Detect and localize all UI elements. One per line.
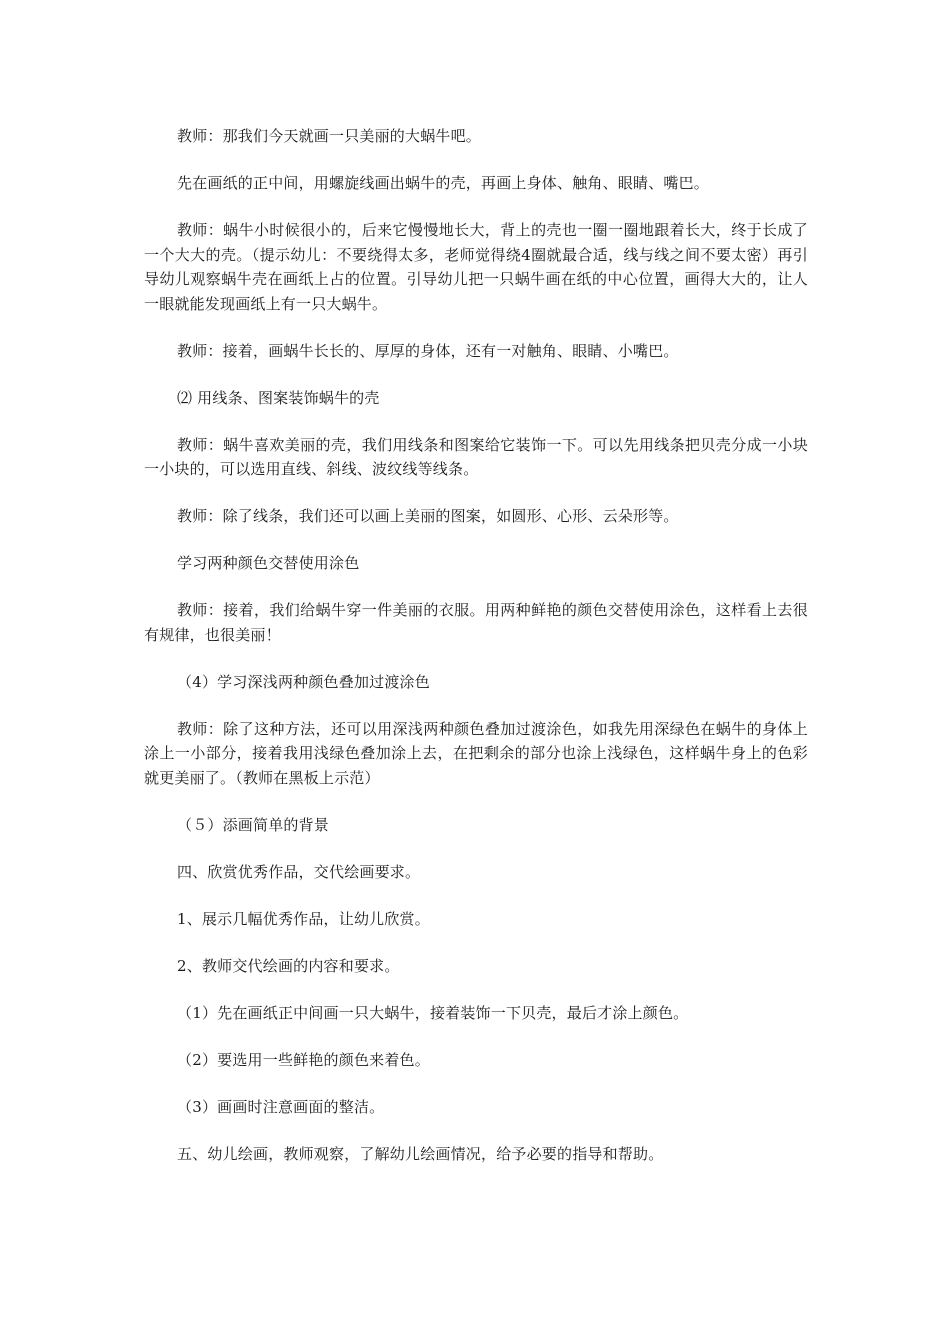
list-item: （2）要选用一些鲜艳的颜色来着色。 [177,1050,430,1069]
list-item: （3）画画时注意画面的整洁。 [177,1097,385,1116]
section-heading: ⑵ 用线条、图案装饰蜗牛的壳 [177,388,380,407]
paragraph: 教师：接着，我们给蜗牛穿一件美丽的衣服。用两种鲜艳的颜色交替使用涂色，这样看上去很有规律，也很美丽！ [144,601,808,644]
section-heading: （4）学习深浅两种颜色叠加过渡涂色 [177,672,430,691]
section-heading: 四、欣赏优秀作品，交代绘画要求。 [177,862,421,881]
paragraph: 教师：那我们今天就画一只美丽的大蜗牛吧。 [177,127,482,145]
paragraph: 教师：除了这种方法，还可以用深浅两种颜色叠加过渡涂色，如我先用深绿色在蜗牛的身体上涂上一小部分，接着我用浅绿色叠加涂上去，在把剩余的部分也涂上浅绿色，这样蜗牛身上的色彩就更美丽了。（教师在黑板上示范） [144,719,808,787]
section-heading: 学习两种颜色交替使用涂色 [177,554,360,572]
paragraph: 教师：接着，画蜗牛长长的、厚厚的身体，还有一对触角、眼睛、小嘴巴。 [177,341,679,360]
paragraph: 先在画纸的正中间，用螺旋线画出蜗牛的壳，再画上身体、触角、眼睛、嘴巴。 [177,174,710,192]
section-heading: （５）添画简单的背景 [177,815,330,834]
document-body [144,124,808,1189]
list-item: 2、教师交代绘画的内容和要求。 [177,956,400,975]
list-item: 1、展示几幅优秀作品，让幼儿欣赏。 [177,909,430,928]
paragraph: 教师：除了线条，我们还可以画上美丽的图案，如圆形、心形、云朵形等。 [177,507,679,525]
paragraph: 教师：蜗牛喜欢美丽的壳，我们用线条和图案给它装饰一下。可以先用线条把贝壳分成一小块一小块的，可以选用直线、斜线、波纹线等线条。 [144,435,808,478]
list-item: （1）先在画纸正中间画一只大蜗牛，接着装饰一下贝壳，最后才涂上颜色。 [177,1003,689,1022]
paragraph: 教师：蜗牛小时候很小的，后来它慢慢地长大，背上的壳也一圈一圈地跟着长大，终于长成了一个大大的壳。（提示幼儿：不要绕得太多，老师觉得绕4圈就最合适，线与线之间不要太密）再引导幼儿观察蜗牛壳在画纸上占的位置。引导幼儿把一只蜗牛画在纸的中心位置，画得大大的，让人一眼就能发现画纸上有一只大蜗牛。 [144,221,808,313]
section-heading: 五、幼儿绘画，教师观察，了解幼儿绘画情况，给予必要的指导和帮助。 [177,1144,664,1163]
